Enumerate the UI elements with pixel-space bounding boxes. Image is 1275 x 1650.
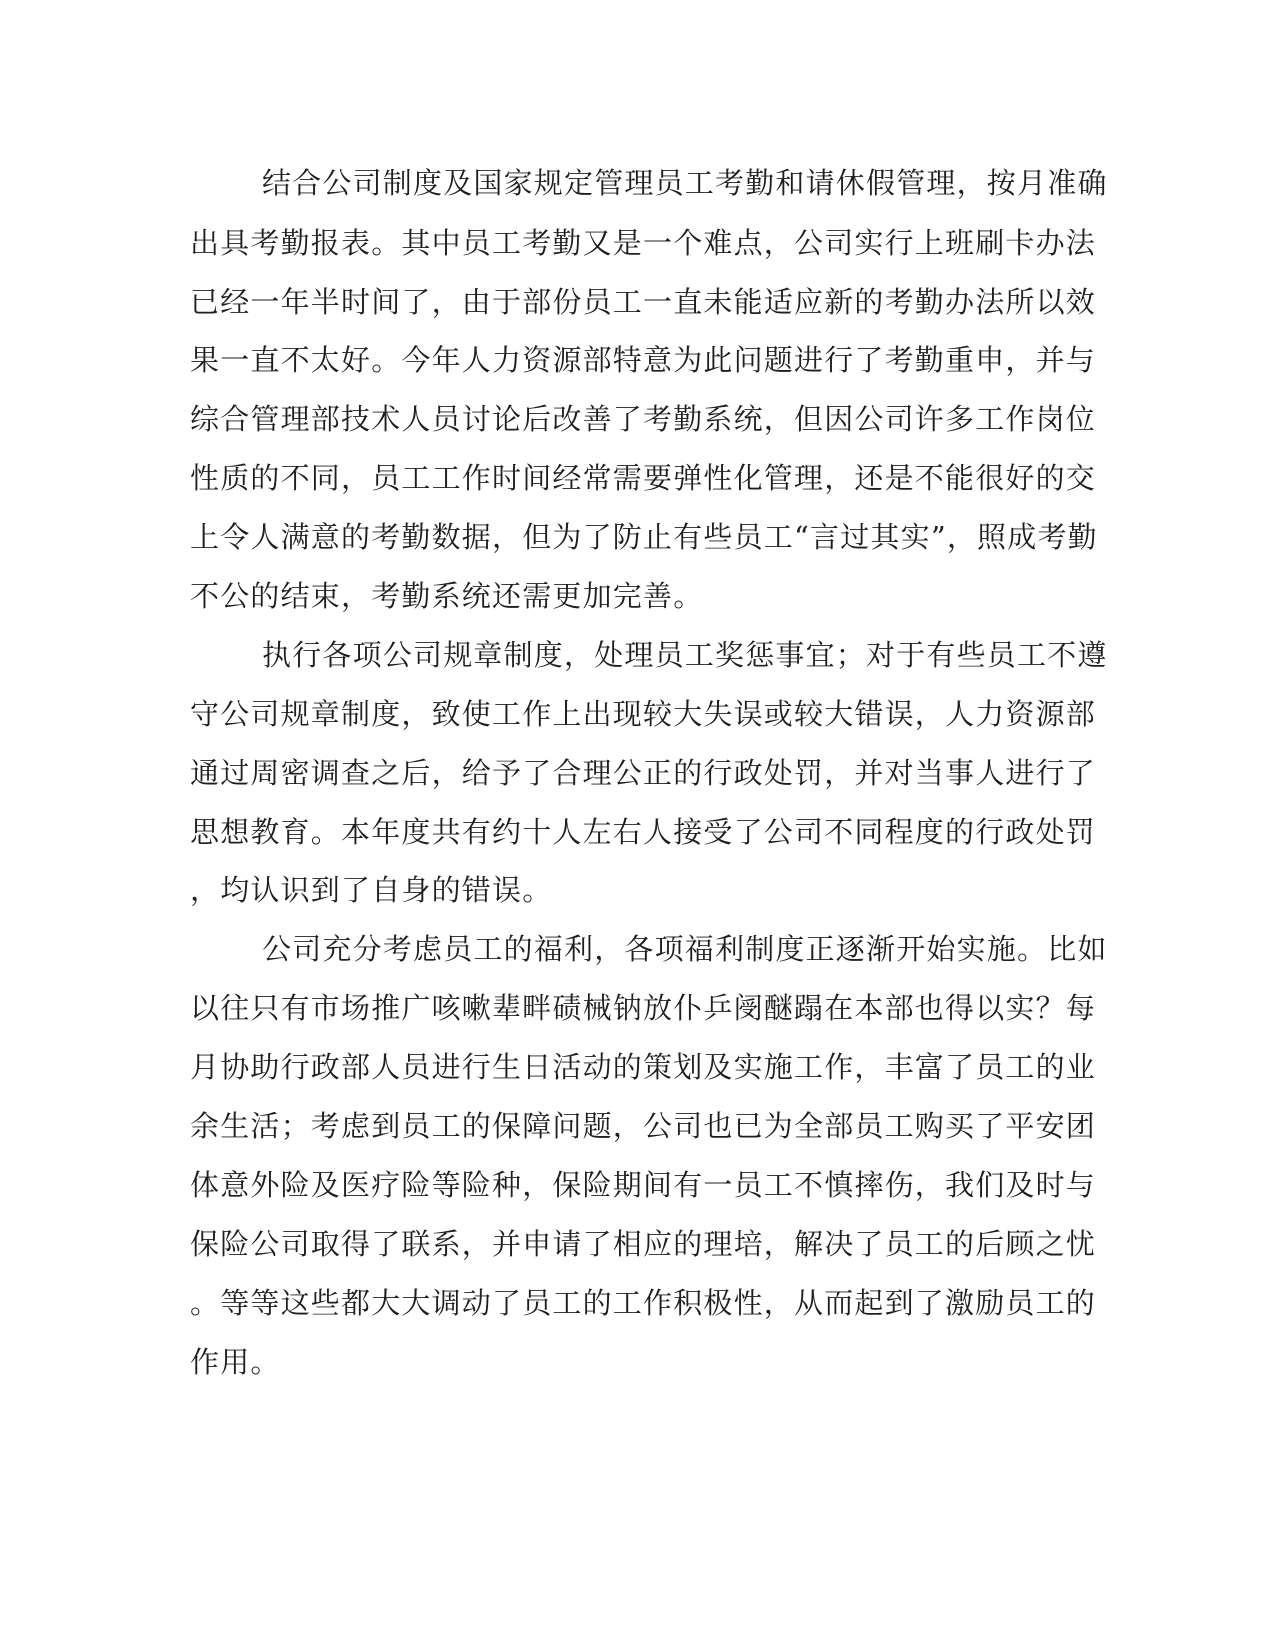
paragraph-3-line-1: 公司充分考虑员工的福利，各项福利制度正逐渐开始实施。比如 xyxy=(262,932,1108,966)
paragraph-1-line-1: 结合公司制度及国家规定管理员工考勤和请休假管理，按月准确 xyxy=(262,166,1108,200)
paragraph-3-line-5: 体意外险及医疗险等险种，保险期间有一员工不慎摔伤，我们及时与 xyxy=(190,1168,1097,1202)
paragraph-3-line-6: 保险公司取得了联系，并申请了相应的理培，解决了员工的后顾之忧 xyxy=(190,1227,1097,1261)
paragraph-3-line-3: 月协助行政部人员进行生日活动的策划及实施工作，丰富了员工的业 xyxy=(190,1050,1097,1084)
paragraph-3-line-8: 作用。 xyxy=(190,1345,281,1379)
paragraph-2-line-3: 通过周密调查之后，给予了合理公正的行政处罚，并对当事人进行了 xyxy=(190,756,1097,790)
paragraph-1-line-6: 性质的不同，员工工作时间经常需要弹性化管理，还是不能很好的交 xyxy=(190,461,1097,495)
paragraph-2-line-1: 执行各项公司规章制度，处理员工奖惩事宜；对于有些员工不遵 xyxy=(262,638,1108,672)
paragraph-1-line-7: 上令人满意的考勤数据，但为了防止有些员工“言过其实”，照成考勤 xyxy=(190,520,1098,554)
paragraph-1-line-4: 果一直不太好。今年人力资源部特意为此问题进行了考勤重申，并与 xyxy=(190,343,1097,377)
paragraph-1-line-3: 已经一年半时间了，由于部份员工一直未能适应新的考勤办法所以效 xyxy=(190,285,1097,319)
paragraph-2-line-5: ，均认识到了自身的错误。 xyxy=(190,873,553,907)
paragraph-3-line-7: 。等等这些都大大调动了员工的工作积极性，从而起到了激励员工的 xyxy=(190,1286,1097,1320)
paragraph-3-line-2: 以往只有市场推广咳嗽辈畔碛械钠放仆乒阌醚蹋在本部也得以实？每 xyxy=(190,991,1097,1025)
paragraph-3-line-4: 余生活；考虑到员工的保障问题，公司也已为全部员工购买了平安团 xyxy=(190,1109,1097,1143)
paragraph-2-line-4: 思想教育。本年度共有约十人左右人接受了公司不同程度的行政处罚 xyxy=(190,815,1097,849)
paragraph-1-line-2: 出具考勤报表。其中员工考勤又是一个难点，公司实行上班刷卡办法 xyxy=(190,226,1097,260)
paragraph-2-line-2: 守公司规章制度，致使工作上出现较大失误或较大错误，人力资源部 xyxy=(190,697,1097,731)
paragraph-1-line-8: 不公的结束，考勤系统还需更加完善。 xyxy=(190,579,704,613)
paragraph-1-line-5: 综合管理部技术人员讨论后改善了考勤系统，但因公司许多工作岗位 xyxy=(190,402,1097,436)
